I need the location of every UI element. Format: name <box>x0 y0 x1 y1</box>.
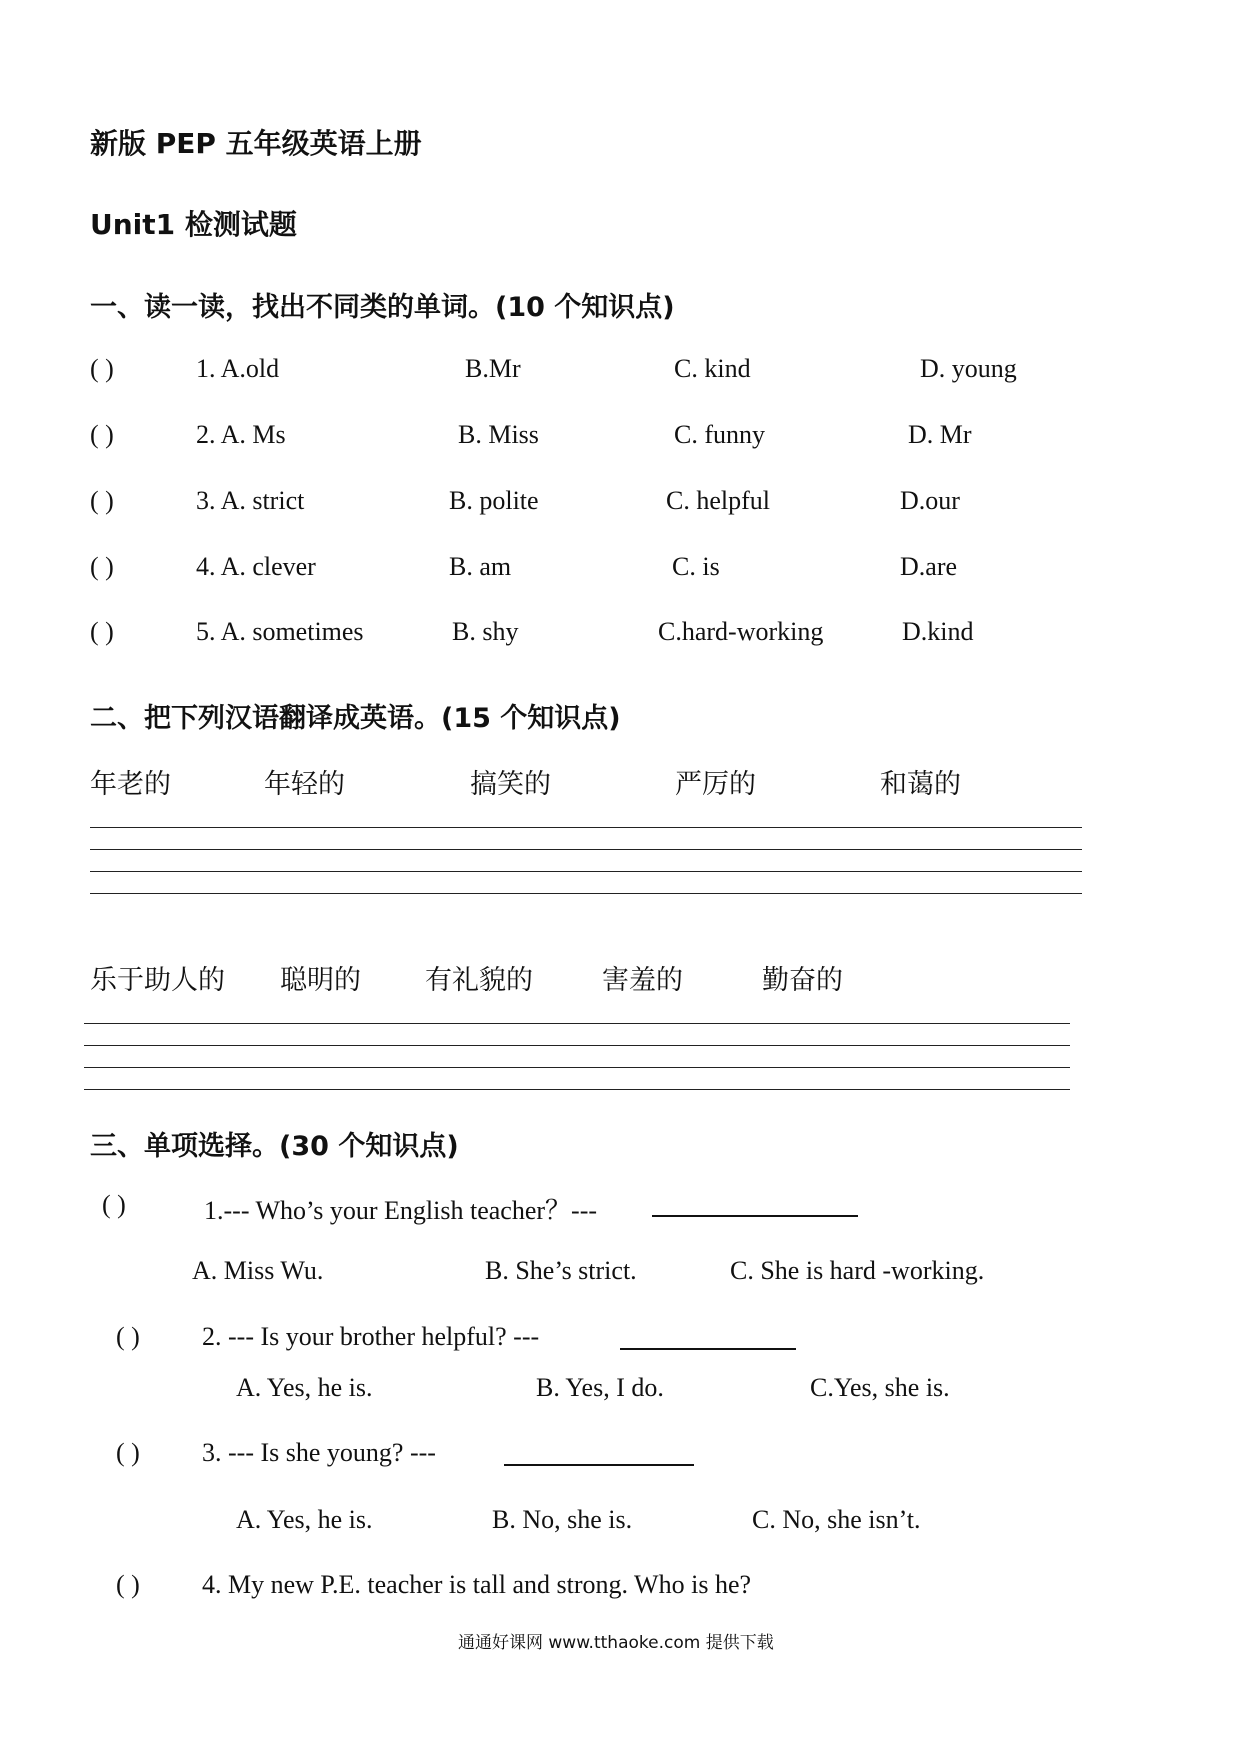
question-option-b: B.Mr <box>465 354 521 383</box>
answer-paren[interactable]: ( ) <box>90 486 114 515</box>
question-option-a: 5. A. sometimes <box>196 617 364 646</box>
question-option-a: 1. A.old <box>196 354 280 383</box>
word-item: 害羞的 <box>602 965 683 996</box>
word-item: 年老的 <box>90 769 171 800</box>
question-text: 3. --- Is she young? --- <box>202 1438 436 1467</box>
question-option-a: 3. A. strict <box>196 486 305 515</box>
question-option-b: B. polite <box>449 486 539 515</box>
choice-a: A. Miss Wu. <box>192 1256 324 1285</box>
answer-paren[interactable]: ( ) <box>116 1438 140 1467</box>
choice-b: B. She’s strict. <box>485 1256 637 1285</box>
question-option-d: D.kind <box>902 617 974 646</box>
question-option-d: D. young <box>920 354 1017 383</box>
choice-b: B. No, she is. <box>492 1505 633 1534</box>
answer-blank[interactable] <box>652 1215 858 1217</box>
choice-a: A. Yes, he is. <box>236 1373 373 1402</box>
question-text: 2. --- Is your brother helpful? --- <box>202 1322 540 1351</box>
answer-paren[interactable]: ( ) <box>116 1322 140 1351</box>
choice-b: B. Yes, I do. <box>536 1373 664 1402</box>
word-item: 年轻的 <box>264 769 345 800</box>
choice-c: C. No, she isn’t. <box>752 1505 921 1534</box>
word-item: 搞笑的 <box>470 769 551 800</box>
choice-a: A. Yes, he is. <box>236 1505 373 1534</box>
answer-paren[interactable]: ( ) <box>102 1190 126 1219</box>
document-subtitle: Unit1 检测试题 <box>90 208 297 241</box>
question-option-c: C. is <box>672 552 720 581</box>
word-item: 和蔼的 <box>880 769 961 800</box>
question-option-b: B. am <box>449 552 512 581</box>
answer-paren[interactable]: ( ) <box>90 420 114 449</box>
answer-paren[interactable]: ( ) <box>90 354 114 383</box>
word-item: 有礼貌的 <box>425 965 533 996</box>
question-option-c: C.hard-working <box>658 617 824 646</box>
word-item: 勤奋的 <box>762 965 843 996</box>
answer-blank[interactable] <box>504 1464 694 1466</box>
footer-source: 通通好课网 www.tthaoke.com 提供下载 <box>458 1633 774 1653</box>
choice-c: C. She is hard -working. <box>730 1256 985 1285</box>
question-option-b: B. shy <box>452 617 519 646</box>
question-text: 4. My new P.E. teacher is tall and strong. Who is he? <box>202 1570 752 1599</box>
answer-blank[interactable] <box>620 1348 796 1350</box>
word-item: 严厉的 <box>675 769 756 800</box>
question-option-a: 4. A. clever <box>196 552 316 581</box>
question-option-d: D.our <box>900 486 960 515</box>
section1-heading: 一、读一读，找出不同类的单词。(10 个知识点) <box>90 292 675 323</box>
question-option-c: C. funny <box>674 420 765 449</box>
answer-paren[interactable]: ( ) <box>116 1570 140 1599</box>
question-option-b: B. Miss <box>458 420 539 449</box>
answer-paren[interactable]: ( ) <box>90 552 114 581</box>
question-text: 1.--- Who’s your English teacher？--- <box>204 1196 598 1225</box>
document-title: 新版 PEP 五年级英语上册 <box>90 127 422 160</box>
question-option-a: 2. A. Ms <box>196 420 286 449</box>
question-option-c: C. helpful <box>666 486 770 515</box>
word-item: 乐于助人的 <box>90 965 225 996</box>
question-option-d: D.are <box>900 552 958 581</box>
choice-c: C.Yes, she is. <box>810 1373 950 1402</box>
question-option-d: D. Mr <box>908 420 972 449</box>
question-option-c: C. kind <box>674 354 751 383</box>
section2-heading: 二、把下列汉语翻译成英语。(15 个知识点) <box>90 703 621 734</box>
section3-heading: 三、单项选择。(30 个知识点) <box>90 1131 459 1162</box>
answer-paren[interactable]: ( ) <box>90 617 114 646</box>
word-item: 聪明的 <box>280 965 361 996</box>
